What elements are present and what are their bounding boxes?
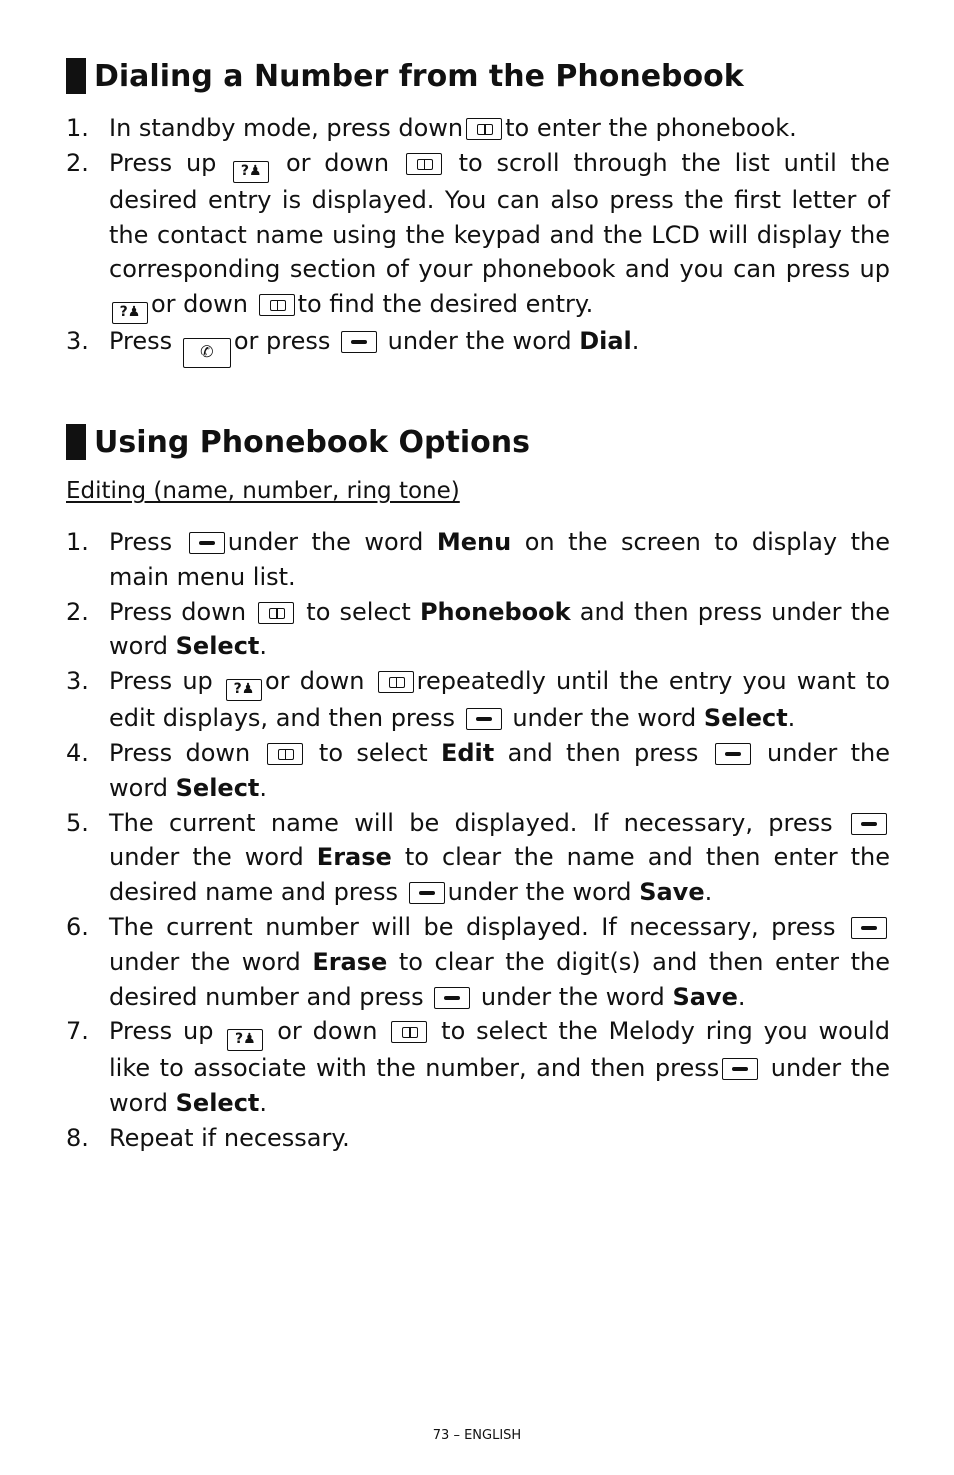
list-item: 5. The current name will be displayed. If necessary, press under the word Erase to clear the name and then enter the desired name and press under the word Save. (66, 808, 890, 907)
section-title-options: Using Phonebook Options (66, 424, 530, 460)
up-key-icon: ?♟ (233, 161, 269, 183)
heading-bar-icon (66, 424, 86, 460)
phonebook-key-icon (466, 118, 502, 140)
up-key-icon: ?♟ (112, 302, 148, 324)
list-item: 3. Press up ?♟ or down repeatedly until the entry you want to edit displays, and then press under the word Select. (66, 667, 890, 733)
list-item: 7. Press up ?♟ or down to select the Melody ring you would like to associate with the number, and then press under the word Select. (66, 1017, 890, 1118)
list-item: 2. Press down to select Phonebook and then press under the word Select. (66, 597, 890, 661)
phonebook-key-icon (391, 1021, 427, 1043)
phonebook-key-icon (259, 294, 295, 316)
section-title-dialing: Dialing a Number from the Phonebook (66, 58, 744, 94)
list-item: 2. Press up ?♟ or down to scroll through the list until the desired entry is displayed. You can also press the first letter of the contact name using the keypad and the LCD will display the corresponding section of your phonebook and you can press up ?♟ or down to find the desired entry. (66, 146, 890, 324)
list-item: 6. The current number will be displayed. If necessary, press under the word Erase to clear the digit(s) and then enter the desired number and press under the word Save. (66, 912, 890, 1011)
softkey-icon (466, 708, 502, 730)
softkey-icon (189, 532, 225, 554)
softkey-icon (434, 987, 470, 1009)
list-item: 3. Press ✆ or press under the word Dial. (66, 324, 890, 368)
heading-bar-icon (66, 58, 86, 94)
editing-steps (66, 525, 890, 1156)
talk-speaker-key-icon: ✆ (183, 338, 231, 368)
page-footer: 73 – ENGLISH (432, 1428, 522, 1443)
phonebook-key-icon (267, 743, 303, 765)
softkey-icon (851, 917, 887, 939)
softkey-icon (722, 1058, 758, 1080)
dialing-steps (66, 111, 890, 368)
phonebook-key-icon (378, 671, 414, 693)
list-item: 4. Press down to select Edit and then press under the word Select. (66, 738, 890, 802)
phonebook-key-icon (258, 602, 294, 624)
softkey-icon (341, 331, 377, 353)
list-item: 1. Press under the word Menu on the screen to display the main menu list. (66, 528, 890, 591)
softkey-icon (715, 743, 751, 765)
list-item: 1. In standby mode, press down to enter the phonebook. (66, 114, 797, 142)
subheading-editing: Editing (name, number, ring tone) (66, 478, 460, 504)
up-key-icon: ?♟ (227, 1029, 263, 1051)
softkey-icon (409, 882, 445, 904)
list-item: 8. Repeat if necessary. (66, 1123, 350, 1152)
softkey-icon (851, 813, 887, 835)
up-key-icon: ?♟ (226, 679, 262, 701)
phonebook-key-icon (406, 153, 442, 175)
